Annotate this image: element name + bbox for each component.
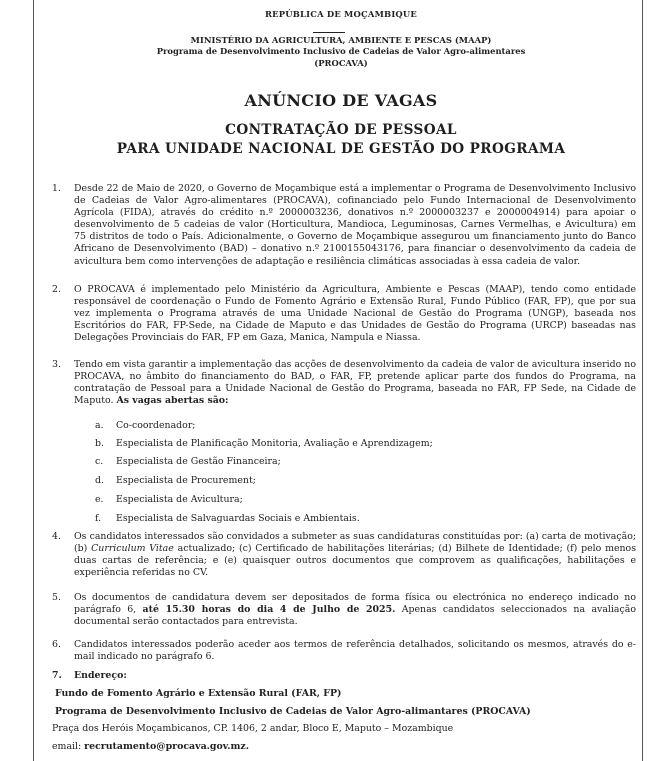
vacancy-label: Especialista de Planificação Monitoria, Avaliação e Aprendizagem; [116,438,433,449]
item-6-number: 6. [52,639,61,650]
item-1-number: 1. [52,183,61,194]
item-4-number: 4. [52,531,61,542]
vacancy-letter: a. [95,420,104,431]
address-program: Programa de Desenvolvimento Inclusivo de Cadeias de Valor Agro-alimantares (PROCAVA) [55,706,531,717]
item-3-number: 3. [52,359,61,370]
item-5-body-a: Os documentos de candidatura devem ser depositados de forma física ou electrónica no endereço indicado no parágrafo 6, [74,592,636,616]
email-address: recrutamento@procava.gov.mz. [84,741,250,752]
item-5-text [74,592,636,628]
vacancy-label: Especialista de Procurement; [116,475,256,486]
item-7-label: Endereço: [74,670,127,681]
vacancy-letter: e. [95,494,104,505]
program-heading: Programa de Desenvolvimento Inclusivo de Cadeias de Valor Agro-alimentares [156,46,526,56]
address-street: Praça dos Heróis Moçambicanos, CP. 1406, 2 andar, Bloco E, Maputo – Mozambique [52,723,454,734]
item-4-italic: Curriculum Vitae [91,543,174,555]
item-2-number: 2. [52,284,61,295]
subtitle-line-1: CONTRATAÇÃO DE PESSOAL [225,122,457,138]
item-6-text: Candidatos interessados poderão aceder aos termos de referência detalhados, solicitando os mesmos, através do e-mail indicado no parágrafo 6. [74,639,636,663]
ministry-heading: MINISTÉRIO DA AGRICULTURA, AMBIENTE E PESCAS (MAAP) [190,35,492,45]
item-5-deadline: até 15.30 horas do dia 4 de Julho de 2025. [142,604,396,616]
item-5-number: 5. [52,592,61,603]
vacancy-label: Especialista de Gestão Financeira; [116,456,281,467]
item-4-body-a: Os candidatos interessados são convidados a submeter as suas candidaturas constituídas por: (a) carta de motivação; (b) [74,531,636,555]
item-7-number: 7. [52,670,62,681]
email-label: email: [52,741,82,752]
header-separator [313,32,345,33]
left-border-line [33,0,34,761]
right-border-line [642,0,643,761]
vacancy-letter: b. [95,438,104,449]
item-4-body-b: actualizado; (c) Certificado de habilitações literárias; (d) Bilhete de Identidade; (f) pelo menos duas cartas de referência; e (e) quaisquer outros documentos que comprovem as qualificações, habilitações e experiência referidas no CV. [74,543,637,579]
address-email-line [52,741,249,753]
vacancy-label: Co-coordenador; [116,420,196,431]
subtitle-line-2: PARA UNIDADE NACIONAL DE GESTÃO DO PROGRAMA [116,141,566,157]
vacancy-letter: c. [95,456,104,467]
item-2-text: O PROCAVA é implementado pelo Ministério da Agricultura, Ambiente e Pescas (MAAP), tendo como entidade responsável de coordenação o Fundo de Fomento Agrário e Extensão Rural, Fundo Público (FAR, FP), que por sua vez implementa o Programa através de uma Unidade Nacional de Gestão do Programa (UNGP), baseada nos Escritórios do FAR, FP-Sede, na Cidade de Maputo e das Unidades de Gestão do Programa (URCP) baseadas nas Delegações Provinciais do FAR, FP em Gaza, Manica, Nampula e Niassa. [74,284,636,344]
vacancy-label: Especialista de Avicultura; [116,494,243,505]
item-3-bold-lead: As vagas abertas são: [116,395,229,407]
page-title: ANÚNCIO DE VAGAS [244,91,438,110]
item-4-text [74,531,636,579]
vacancy-letter: d. [95,475,104,486]
item-3-text [74,359,636,407]
vacancy-label: Especialista de Salvaguardas Sociais e Ambientais. [116,513,360,524]
address-fund: Fundo de Fomento Agrário e Extensão Rural (FAR, FP) [55,688,342,699]
item-5-body-b: Apenas candidatos seleccionados na avaliação documental serão contactados para entrevista. [74,604,636,628]
vacancy-letter: f. [95,513,102,524]
item-3-body: Tendo em vista garantir a implementação das acções de desenvolvimento da cadeia de valor de avicultura inserido no PROCAVA, no âmbito do financiamento do BAD, o FAR, FP, pretende aplicar parte dos fundos do Programa, na contratação de Pessoal para a Unidade Nacional de Gestão do Programa, baseada no FAR, FP Sede, na Cidade de Maputo. [74,359,636,407]
program-acronym: (PROCAVA) [314,58,368,68]
republic-heading: REPÚBLICA DE MOÇAMBIQUE [264,9,418,19]
item-1-text: Desde 22 de Maio de 2020, o Governo de Moçambique está a implementar o Programa de Desenvolvimento Inclusivo de Cadeias de Valor Agro-alimentares (PROCAVA), cofinanciado pelo Fundo Internacional de Desenvolvimento Agrícola (FIDA), através do crédito n.º 2000003236, donativos n.º 2000003237 e 2000004914) para apoiar o desenvolvimento de 5 cadeias de valor (Horticultura, Mandioca, Leguminosas, Carnes Vermelhas, e Avicultura) em 75 distritos de todo o País. Adicionalmente, o Governo de Moçambique assegurou um financiamento junto do Banco Africano de Desenvolvimento (BAD) – donativo n.º 2100155043176, para financiar o desenvolvimento da cadeia de avicultura bem como intervenções de adaptação e resiliência climáticas associadas à essa cadeia de valor. [74,183,636,267]
